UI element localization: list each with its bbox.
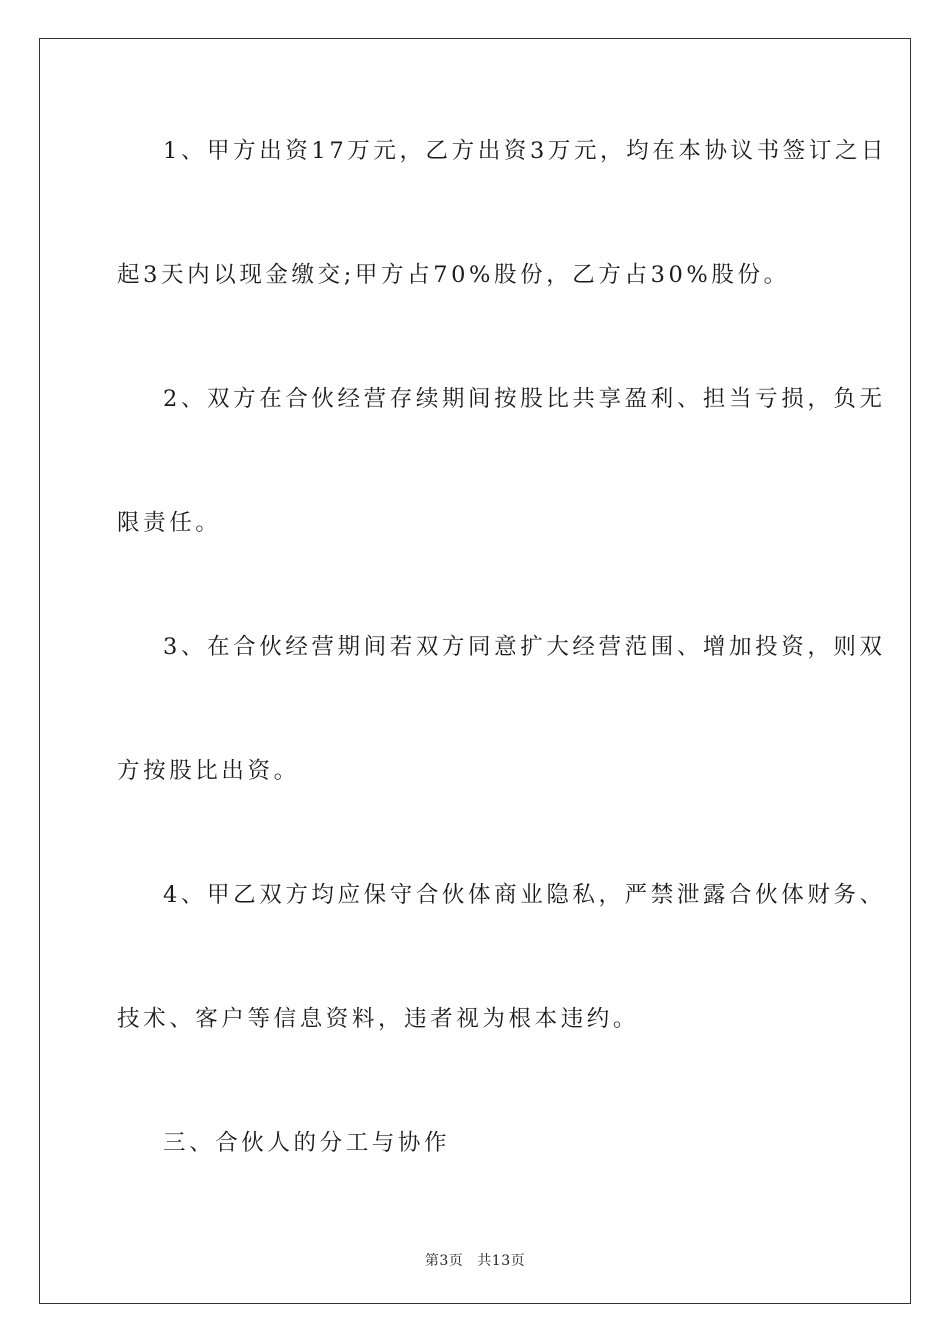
clause-2-line-1: 2、双方在合伙经营存续期间按股比共享盈利、担当亏损，负无 — [163, 386, 886, 412]
clause-3-line-2: 方按股比出资。 — [117, 758, 300, 784]
clause-3-line-1: 3、在合伙经营期间若双方同意扩大经营范围、增加投资，则双 — [163, 634, 886, 660]
page-footer — [0, 1250, 950, 1270]
clause-1-line-1: 1、甲方出资17万元，乙方出资3万元，均在本协议书签订之日 — [163, 138, 888, 164]
clause-1-line-2: 起3天内以现金缴交;甲方占70%股份，乙方占30%股份。 — [117, 262, 790, 288]
clause-4-line-1: 4、甲乙双方均应保守合伙体商业隐私，严禁泄露合伙体财务、 — [163, 882, 886, 908]
page-border — [39, 38, 911, 1304]
clause-4-line-2: 技术、客户等信息资料，违者视为根本违约。 — [117, 1006, 640, 1032]
section-heading: 三、合伙人的分工与协作 — [163, 1130, 451, 1156]
page-total: 共13页 — [477, 1253, 526, 1269]
page-number: 第3页 — [424, 1253, 464, 1269]
clause-2-line-2: 限责任。 — [117, 510, 222, 536]
